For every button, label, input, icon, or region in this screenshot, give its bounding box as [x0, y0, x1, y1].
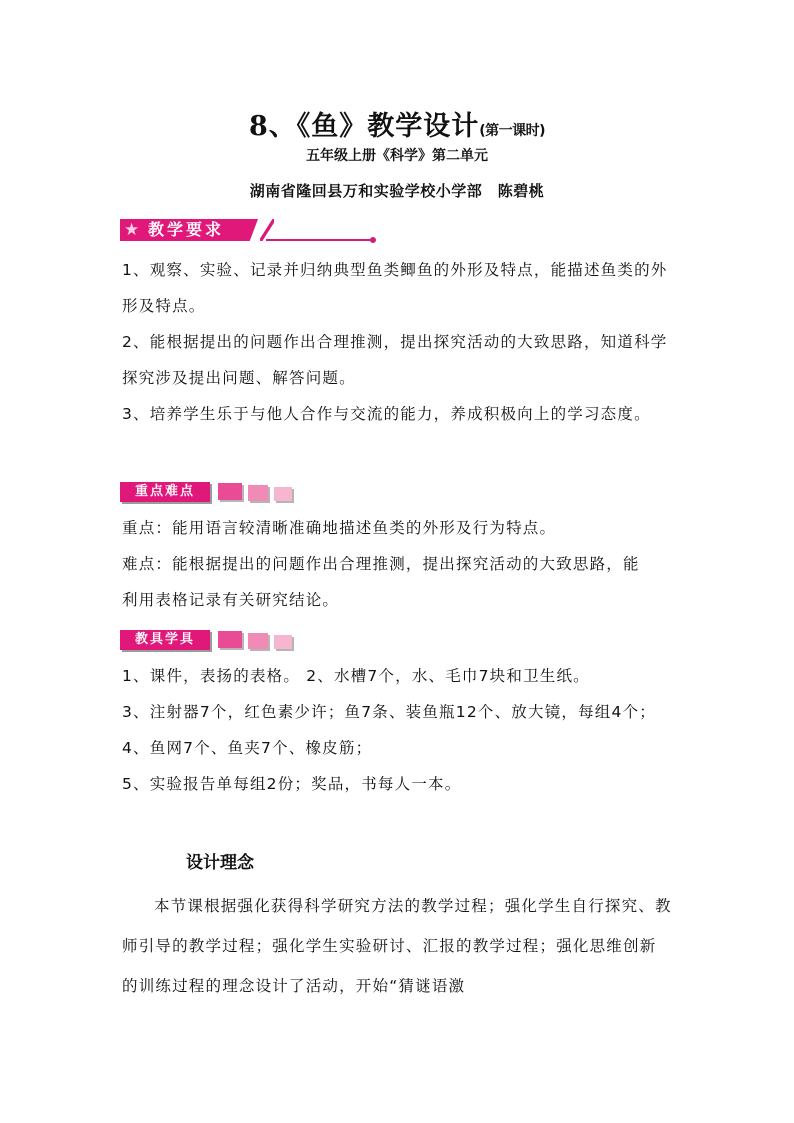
requirements-list: [122, 252, 682, 432]
list-item: 5、实验报告单每组2份；奖品，书每人一本。: [122, 775, 462, 793]
section-banner-requirements: [120, 219, 380, 241]
title-suffix: (第一课时): [479, 123, 546, 139]
design-concept-heading: 设计理念: [186, 853, 254, 873]
section-heading: 重点难点: [134, 484, 195, 499]
list-item: 3、培养学生乐于与他人合作与交流的能力，养成积极向上的学习态度。: [122, 405, 651, 423]
decor-square: [218, 483, 242, 500]
document-title: [0, 104, 794, 143]
list-item: 难点：能根据提出的问题作出合理推测，提出探究活动的大致思路，能利用表格记录有关研究结论。: [122, 555, 640, 609]
decor-square: [218, 631, 242, 648]
list-item: 重点：能用语言较清晰准确地描述鱼类的外形及行为特点。: [122, 519, 557, 537]
banner-dot: [370, 237, 376, 243]
list-item: 2、能根据提出的问题作出合理推测，提出探究活动的大致思路，知道科学探究涉及提出问题、解答问题。: [122, 333, 668, 387]
materials-list: [122, 658, 682, 802]
list-item: 1、课件，表扬的表格。 2、水槽7个，水、毛巾7块和卫生纸。: [122, 667, 590, 685]
document-author: 湖南省隆回县万和实验学校小学部 陈碧桃: [249, 182, 545, 200]
list-item: 1、观察、实验、记录并归纳典型鱼类鲫鱼的外形及特点，能描述鱼类的外形及特点。: [122, 261, 668, 315]
document-subtitle: 五年级上册《科学》第二单元: [306, 148, 488, 164]
key-points-list: [122, 510, 652, 618]
decor-square: [248, 633, 268, 649]
section-heading: 教学要求: [148, 220, 225, 239]
banner-underline: [266, 239, 372, 241]
banner-slash-decoration: [260, 219, 274, 241]
list-item: 3、注射器7个，红色素少许；鱼7条、装鱼瓶12个、放大镜，每组4个；: [122, 703, 656, 721]
title-main: 8、《鱼》教学设计: [248, 111, 480, 142]
list-item: 4、鱼网7个、鱼夹7个、橡皮筋；: [122, 739, 373, 757]
star-icon: ★: [124, 220, 140, 240]
decor-square: [274, 635, 292, 649]
design-concept-text: 本节课根据强化获得科学研究方法的教学过程；强化学生自行探究、教师引导的教学过程；强化学生实验研讨、汇报的教学过程；强化思维创新的训练过程的理念设计了活动，开始“猜谜语激: [122, 897, 672, 995]
section-heading: 教具学具: [134, 632, 195, 647]
decor-square: [274, 487, 292, 501]
decor-square: [248, 485, 268, 501]
